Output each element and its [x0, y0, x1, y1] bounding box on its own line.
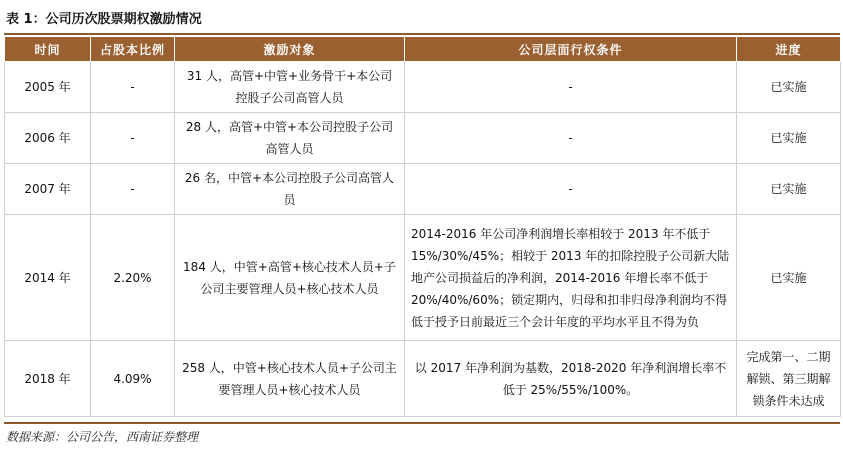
cell-ratio: 4.09% [91, 341, 175, 417]
cell-time: 2018 年 [5, 341, 91, 417]
cell-progress: 已实施 [737, 164, 841, 215]
cell-progress: 已实施 [737, 62, 841, 113]
cell-time: 2006 年 [5, 113, 91, 164]
cell-progress: 完成第一、二期解锁、第三期解锁条件未达成 [737, 341, 841, 417]
top-rule [4, 33, 840, 35]
header-target: 激励对象 [175, 37, 405, 62]
table-row [5, 215, 841, 341]
cell-time: 2005 年 [5, 62, 91, 113]
cell-condition: 2014-2016 年公司净利润增长率相较于 2013 年不低于 15%/30%/45%；相较于 2013 年的扣除控股子公司新大陆地产公司损益后的净利润，2014-2016 年增长率不低于 20%/40%/60%；锁定期内，归母和扣非归母净利润均不得低于授予日前最近三个会计年度的平均水平且不得为负 [405, 215, 737, 341]
table-title: 表 1：公司历次股票期权激励情况 [6, 12, 202, 27]
cell-progress: 已实施 [737, 113, 841, 164]
header-progress: 进度 [737, 37, 841, 62]
source-note: 数据来源：公司公告，西南证券整理 [6, 430, 199, 444]
table-row [5, 62, 841, 113]
cell-target: 26 名，中管+本公司控股子公司高管人员 [175, 164, 405, 215]
table-row [5, 113, 841, 164]
cell-time: 2014 年 [5, 215, 91, 341]
cell-condition: - [405, 113, 737, 164]
cell-target: 258 人，中管+核心技术人员+子公司主要管理人员+核心技术人员 [175, 341, 405, 417]
table-row [5, 164, 841, 215]
cell-target: 184 人，中管+高管+核心技术人员+子公司主要管理人员+核心技术人员 [175, 215, 405, 341]
header-condition: 公司层面行权条件 [405, 37, 737, 62]
cell-ratio: - [91, 113, 175, 164]
cell-time: 2007 年 [5, 164, 91, 215]
cell-condition: - [405, 62, 737, 113]
cell-condition: - [405, 164, 737, 215]
table-row [5, 341, 841, 417]
header-time: 时间 [5, 37, 91, 62]
cell-condition: 以 2017 年净利润为基数，2018-2020 年净利润增长率不低于 25%/55%/100%。 [405, 341, 737, 417]
cell-progress: 已实施 [737, 215, 841, 341]
cell-target: 28 人，高管+中管+本公司控股子公司高管人员 [175, 113, 405, 164]
header-ratio: 占股本比例 [91, 37, 175, 62]
cell-ratio: 2.20% [91, 215, 175, 341]
cell-target: 31 人，高管+中管+业务骨干+本公司控股子公司高管人员 [175, 62, 405, 113]
incentive-table [4, 36, 841, 417]
bottom-rule [4, 422, 840, 424]
table-header-row [5, 37, 841, 62]
cell-ratio: - [91, 164, 175, 215]
cell-ratio: - [91, 62, 175, 113]
